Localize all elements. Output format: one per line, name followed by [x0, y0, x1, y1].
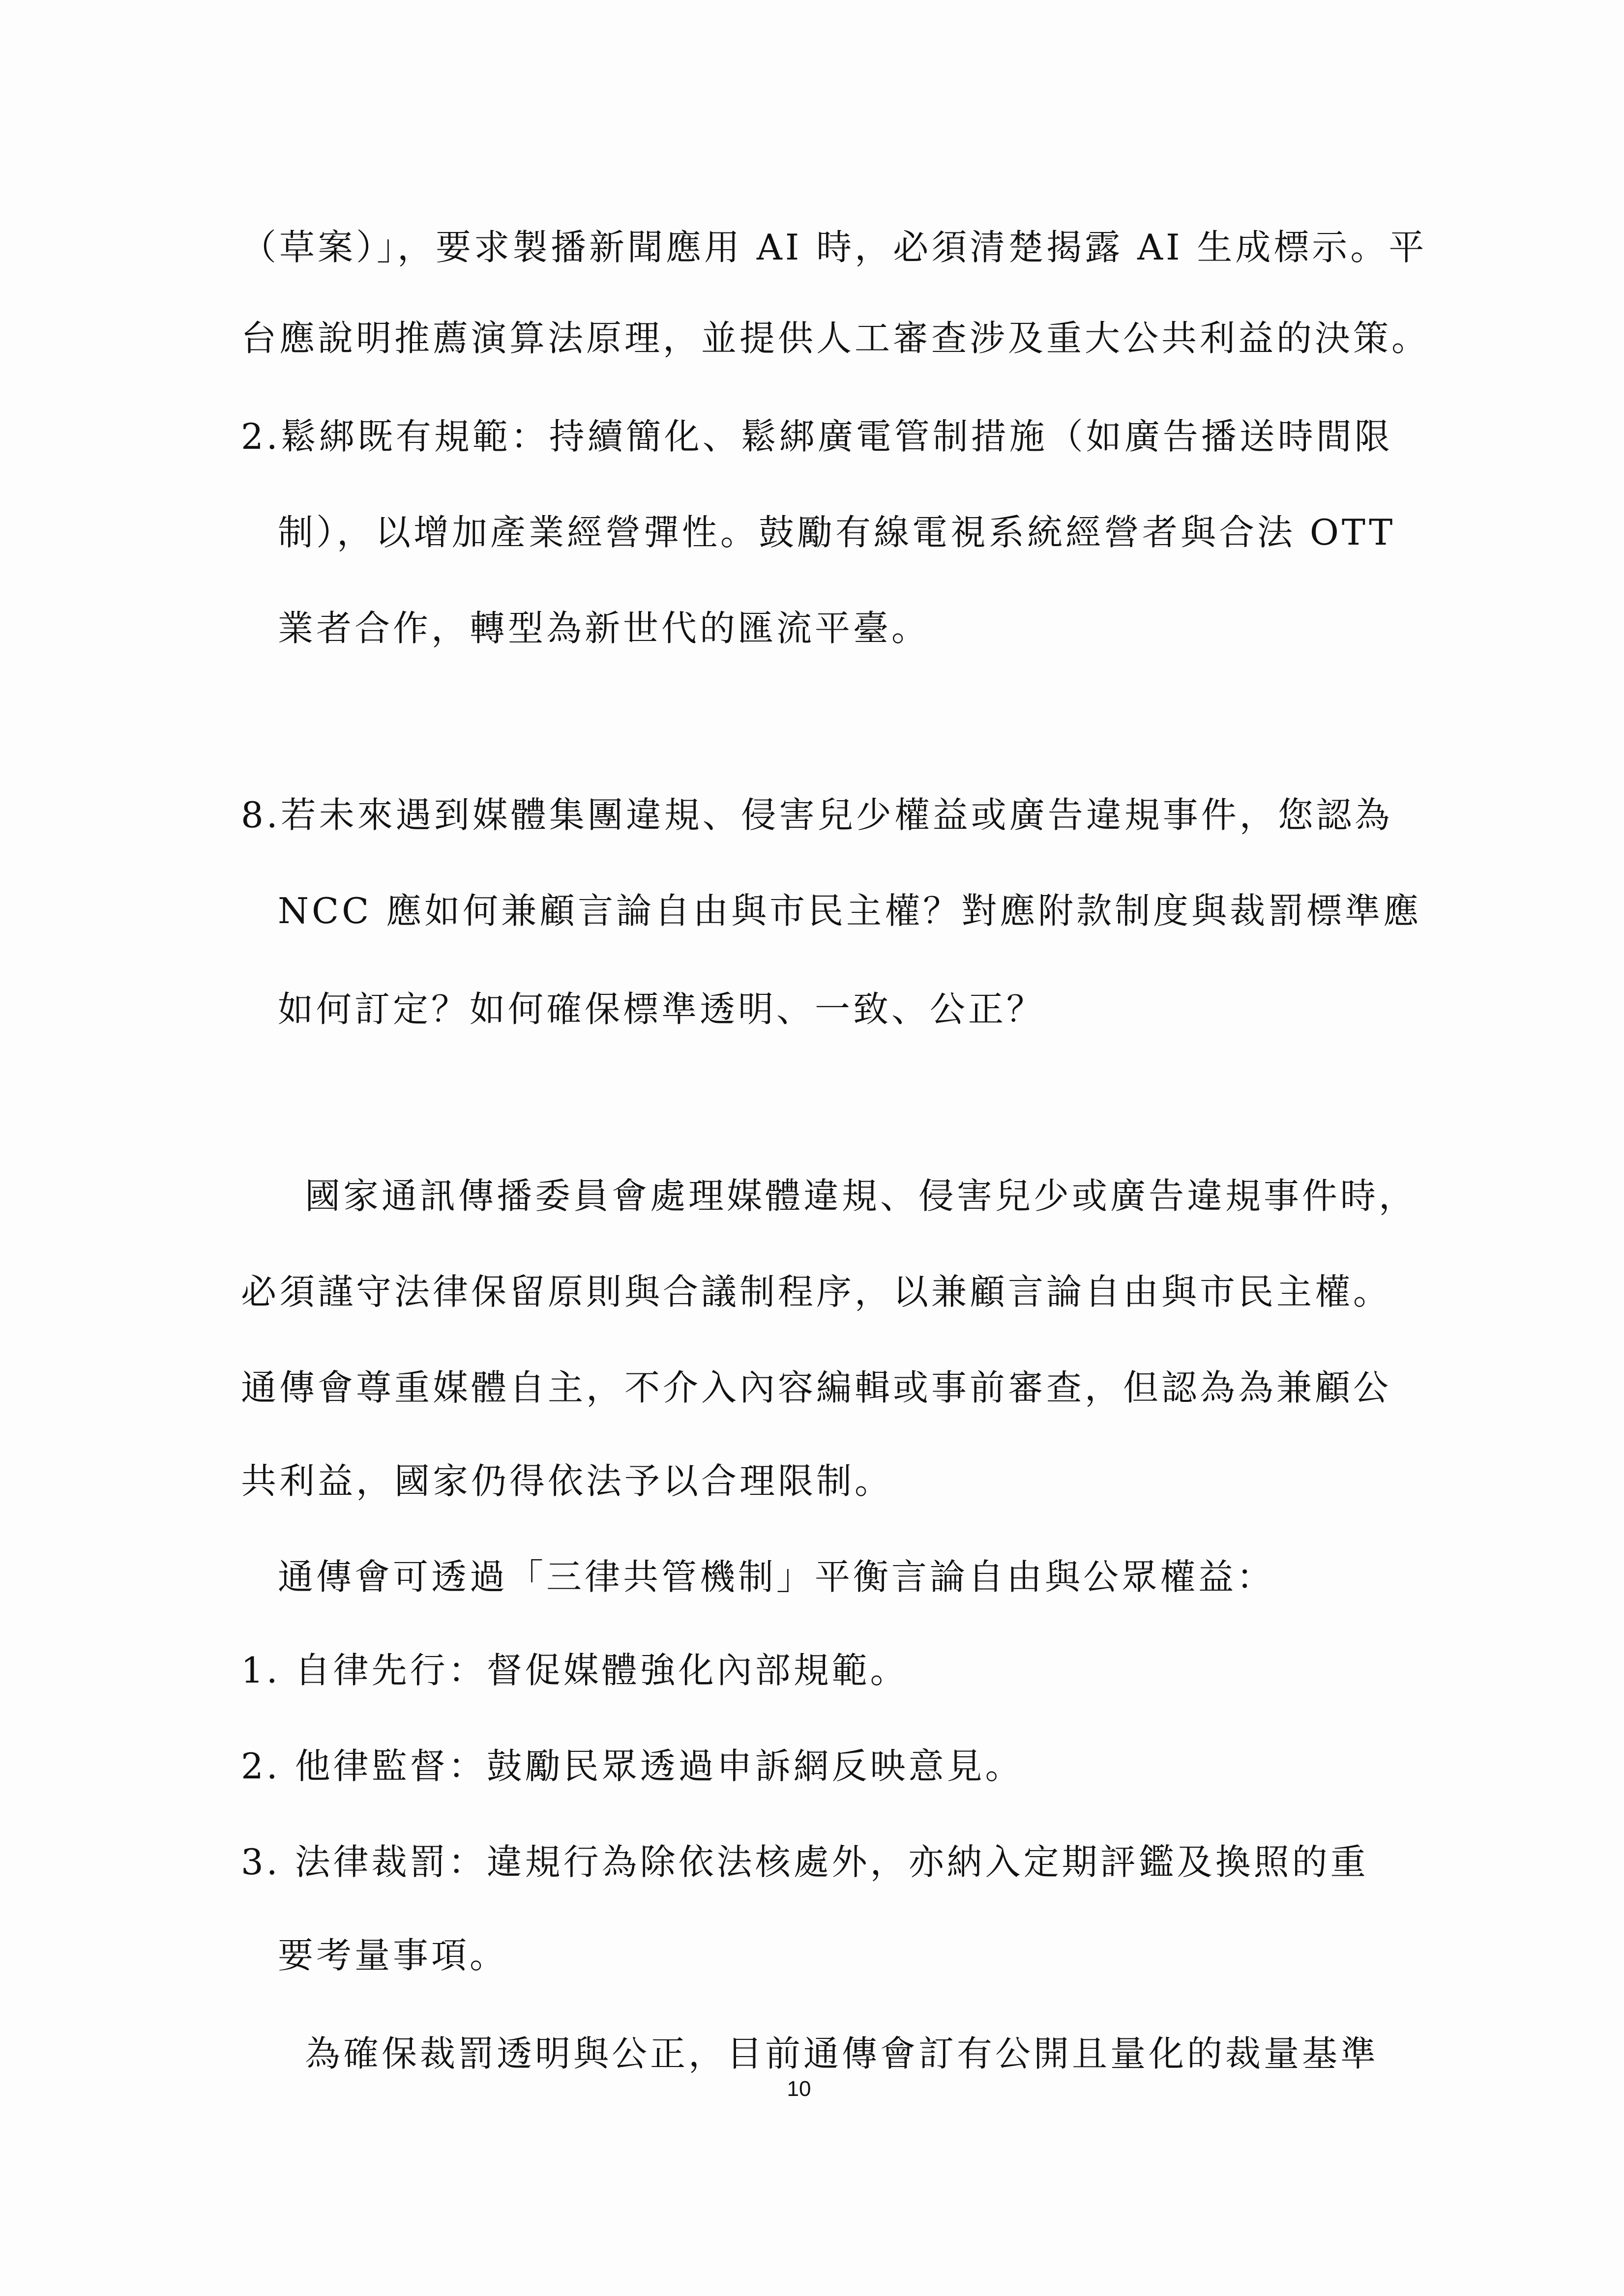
question-line: 8.若未來遇到媒體集團違規、侵害兒少權益或廣告違規事件，您認為 [241, 794, 1393, 836]
list-item: 3. 法律裁罰：違規行為除依法核處外，亦納入定期評鑑及換照的重 [241, 1841, 1369, 1883]
page-number: 10 [787, 2077, 811, 2101]
question-line: NCC 應如何兼顧言論自由與市民主權？對應附款制度與裁罰標準應 [278, 890, 1422, 931]
question-line: 如何訂定？如何確保標準透明、一致、公正？ [278, 988, 1045, 1030]
text-line: 制），以增加產業經營彈性。鼓勵有線電視系統經營者與合法 OTT [278, 512, 1396, 553]
text-line: 必須謹守法律保留原則與合議制程序，以兼顧言論自由與市民主權。 [241, 1271, 1392, 1312]
text-line: 要考量事項。 [278, 1935, 508, 1976]
text-line: 為確保裁罰透明與公正，目前通傳會訂有公開且量化的裁量基準 [305, 2033, 1379, 2074]
text-line: 共利益，國家仍得依法予以合理限制。 [241, 1460, 893, 1502]
list-item: 2.鬆綁既有規範：持續簡化、鬆綁廣電管制措施（如廣告播送時間限 [241, 416, 1393, 457]
text-line: 台應說明推薦演算法原理，並提供人工審查涉及重大公共利益的決策。 [241, 318, 1430, 359]
list-item: 1. 自律先行：督促媒體強化內部規範。 [241, 1650, 909, 1691]
text-line: 國家通訊傳播委員會處理媒體違規、侵害兒少或廣告違規事件時， [305, 1175, 1417, 1217]
text-line: （草案）」，要求製播新聞應用 AI 時，必須清楚揭露 AI 生成標示。平 [241, 227, 1427, 268]
text-line: 業者合作，轉型為新世代的匯流平臺。 [278, 608, 930, 649]
text-line: 通傳會可透過「三律共管機制」平衡言論自由與公眾權益： [278, 1556, 1275, 1598]
list-item: 2. 他律監督：鼓勵民眾透過申訴網反映意見。 [241, 1745, 1024, 1787]
text-line: 通傳會尊重媒體自主，不介入內容編輯或事前審查，但認為為兼顧公 [241, 1367, 1392, 1408]
